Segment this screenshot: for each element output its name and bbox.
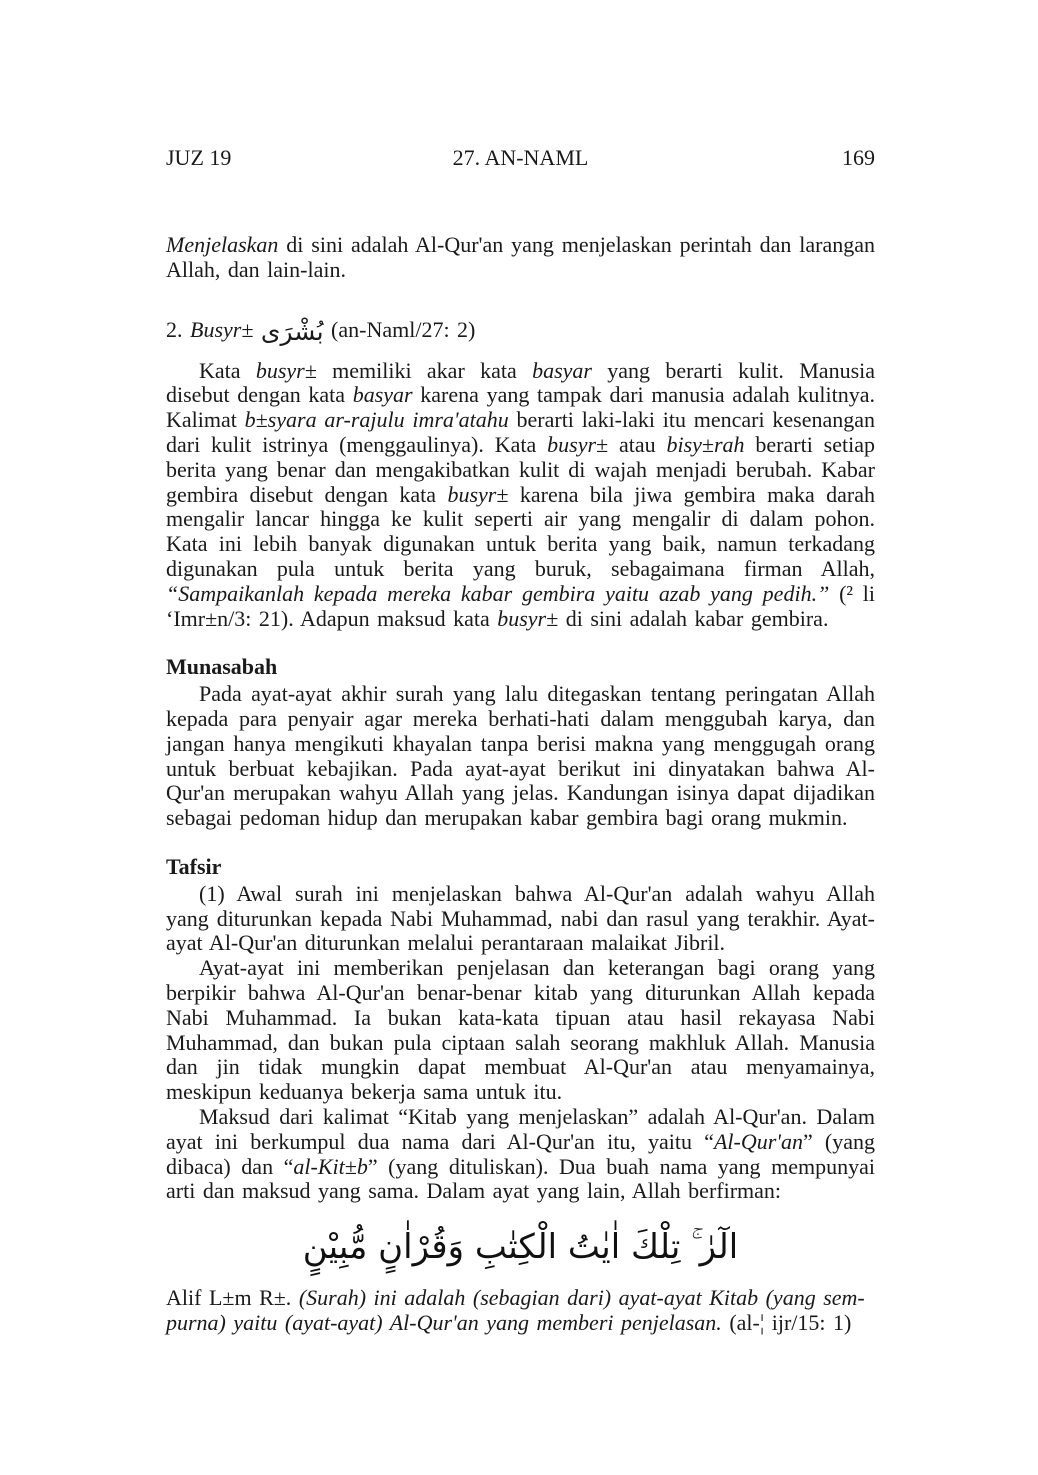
paragraph-intro: Menjelaskan di sini adalah Al-Qur'an yang menjelaskan perintah dan larangan Allah, dan lain-lain. (166, 232, 875, 282)
paragraph-munasabah: Pada ayat-ayat akhir surah yang lalu ditegaskan tentang peringatan Allah kepada para penyair agar mereka berhati-hati dalam menggubah karya, dan jangan hanya mengikuti khayalan tanpa berisi makna yang menggugah orang untuk berbuat kebajikan. Pada ayat-ayat berikut ini dinyatakan bahwa Al-Qur'an merupakan wahyu Allah yang jelas. Kandungan isinya dapat dijadikan sebagai pedoman hidup dan merupakan kabar gembira bagi orang mukmin. (166, 681, 875, 831)
paragraph-tafsir-3: Maksud dari kalimat “Kitab yang menjelaskan” adalah Al-Qur'an. Dalam ayat ini berkumpul dua nama dari Al-Qur'an itu, yaitu “Al-Qur'an” (yang dibaca) dan “al-Kit±b” (yang dituliskan). Dua buah nama yang mempunyai arti dan maksud yang sama. Dalam ayat yang lain, Allah berfirman: (166, 1103, 876, 1204)
paragraph-tafsir-1: (1) Awal surah ini menjelaskan bahwa Al-Qur'an adalah wahyu Allah yang diturunkan kepada Nabi Muhammad, nabi dan rasul yang terakhir. Ayat-ayat Al-Qur'an diturunkan melalui perantaraan malaikat Jibril. (166, 880, 875, 956)
juz-label: JUZ 19 (166, 145, 232, 170)
surah-title: 27. AN-NAML (452, 145, 589, 170)
heading-busyra: 2. Busyr± بُشْرَى (an-Naml/27: 2) (166, 316, 476, 346)
verse-translation: Alif L±m R±. (Surah) ini adalah (sebagian dari) ayat-ayat Kitab (yang sem- purna) yaitu (ayat-ayat) Al-Qur'an yang memberi penjelasan. (al-¦ ijr/15: 1) (166, 1285, 865, 1335)
paragraph-busyra: Kata busyr± memiliki akar kata basyar yang berarti kulit. Manusia disebut dengan kata basyar karena yang tampak dari manusia adalah kulitnya. Kalimat b±syara ar-rajulu imra'atahu berarti laki-laki itu mencari kesenangan dari kulit istrinya (menggaulinya). Kata busyr± atau bisy±rah berarti setiap berita yang benar dan mengakibatkan kulit di wajah menjadi berubah. Kabar gembira disebut dengan kata busyr± karena bila jiwa gembira maka darah mengalir lancar hingga ke kulit seperti air yang mengalir di dalam pohon. Kata ini lebih banyak digunakan untuk berita yang baik, namun terkadang digunakan pula untuk berita yang buruk, sebagaimana firman Allah, “Sampaikanlah kepada mereka kabar gembira yaitu azab yang pedih.” (² li ‘Imr±n/3: 21). Adapun maksud kata busyr± di sini adalah kabar gembira. (166, 357, 876, 631)
page-header (166, 146, 875, 170)
page-number: 169 (842, 145, 875, 170)
arabic-verse: الٓرٰ ۚ تِلْكَ اٰيٰتُ الْكِتٰبِ وَقُرْاٰنٍ مُّبِيْنٍ (302, 1227, 739, 1268)
heading-munasabah: Munasabah (166, 654, 278, 680)
heading-tafsir: Tafsir (166, 853, 222, 879)
paragraph-tafsir-2: Ayat-ayat ini memberikan penjelasan dan keterangan bagi orang yang berpikir bahwa Al-Qur'an benar-benar kitab yang diturunkan Allah kepada Nabi Muhammad. Ia bukan kata-kata tipuan atau hasil rekayasa Nabi Muhammad, dan bukan pula ciptaan salah seorang makhluk Allah. Manusia dan jin tidak mungkin dapat membuat Al-Qur'an atau menyamainya, meskipun keduanya bekerja sama untuk itu. (166, 955, 875, 1105)
